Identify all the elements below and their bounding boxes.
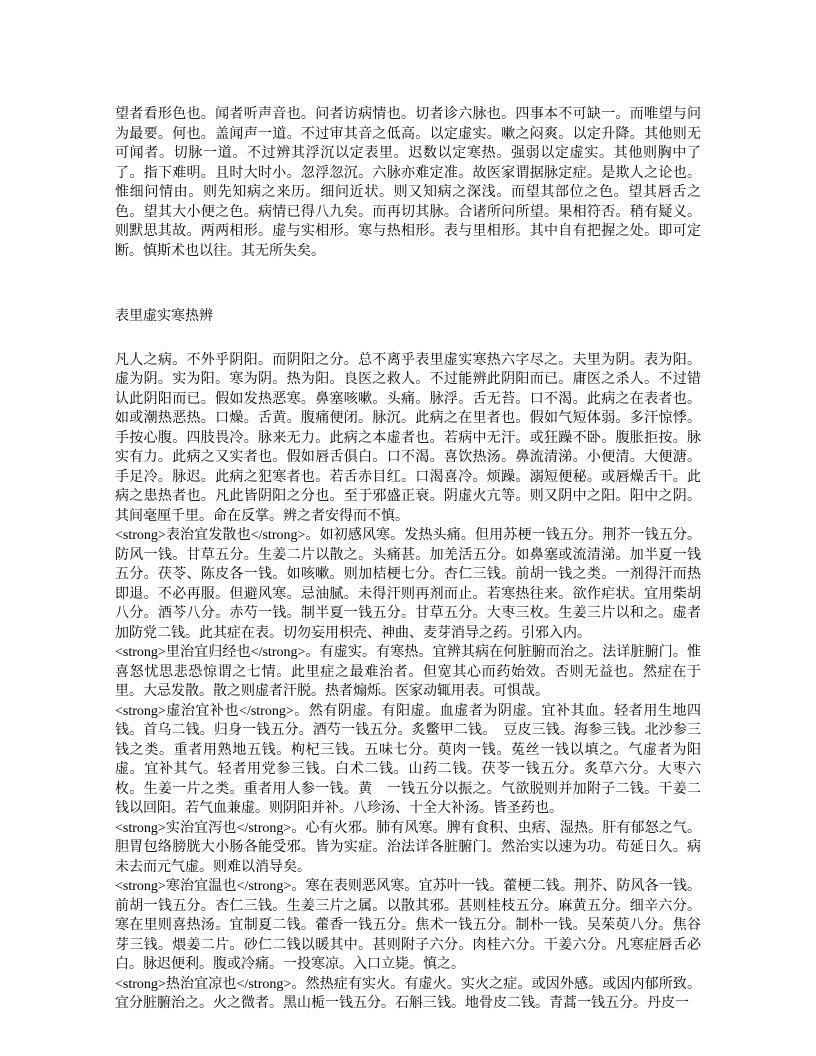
paragraph-four-diagnostics: 望者看形色也。闻者听声音也。问者访病情也。切者诊六脉也。四事本不可缺一。而唯望与问为最要。何也。盖闻声一道。不过审其音之低高。以定虚实。嗽之闷爽。以定升降。其他则无可闻者。切脉一道。不过辨其浮沉以定表里。迟数以定寒热。强弱以定虚实。其他则胸中了了。指下难明。且时大时小。忽浮忽沉。六脉亦难定准。故医家谓据脉定症。是欺人之论也。惟细问情由。则先知病之来历。细问近状。则又知病之深浅。而望其部位之色。望其唇舌之色。望其大小便之色。病情已得八九矣。而再切其脉。合诸所问所望。果相符否。稍有疑义。则默思其故。两两相形。虚与实相形。寒与热相形。表与里相形。其中自有把握之处。即可定断。慎斯术也以往。其无所失矣。: [115, 107, 701, 259]
document-content: [115, 105, 701, 1014]
paragraph-heat-treatment: <strong>热治宜凉也</strong>。然热症有实火。有虚火。实火之症。或因外感。或因内郁所致。宜分脏腑治之。火之微者。黑山栀一钱五分。石斛三钱。地骨皮二钱。青蒿一钱五分。丹皮一: [115, 976, 701, 1011]
section-heading-biao-li-xu-shi-han-re-bian: 表里虚实寒热辨: [115, 309, 213, 324]
paragraph-cold-treatment: <strong>寒治宜温也</strong>。寒在表则恶风寒。宜苏叶一钱。藿梗二钱。荆芥、防风各一钱。前胡一钱五分。杏仁三钱。生姜三片之属。以散其邪。甚则桂枝五分。麻黄五分。细辛六分。寒在里则喜热汤。宜制夏二钱。藿香一钱五分。焦术一钱五分。制朴一钱。吴茱萸八分。焦谷芽三钱。煨姜二片。砂仁二钱以暖其中。甚则附子六分。肉桂六分。干姜六分。凡寒症唇舌必白。脉迟便利。腹或冷痛。一投寒凉。入口立毙。慎之。: [115, 879, 701, 972]
paragraph-yinyang-overview: 凡人之病。不外乎阴阳。而阴阳之分。总不离乎表里虚实寒热六字尽之。夫里为阴。表为阳。虚为阴。实为阳。寒为阴。热为阳。良医之救人。不过能辨此阴阳而已。庸医之杀人。不过错认此阴阳而已。假如发热恶寒。鼻塞咳嗽。头痛。脉浮。舌无苔。口不渴。此病之在表者也。如或潮热恶热。口燥。舌黄。腹痛便闭。脉沉。此病之在里者也。假如气短体弱。多汗惊悸。手按心腹。四肢畏冷。脉来无力。此病之本虚者也。若病中无汗。或狂躁不卧。腹胀拒按。脉实有力。此病之又实者也。假如唇舌俱白。口不渴。喜饮热汤。鼻流清涕。小便清。大便溏。手足冷。脉迟。此病之犯寒者也。若舌赤目红。口渴喜冷。烦躁。溺短便秘。或唇燥舌干。此病之患热者也。凡此皆阴阳之分也。至于邪盛正衰。阴虚火亢等。则又阴中之阳。阳中之阴。其间毫厘千里。命在反掌。辨之者安得而不慎。: [115, 352, 701, 524]
paragraph-excess-treatment: <strong>实治宜泻也</strong>。心有火邪。肺有风寒。脾有食积、虫痞、湿热。肝有郁怒之气。胆胃包络膀胱大小肠各能受邪。皆为实症。治法详各脏腑门。然治实以速为功。苟延日久。病未去而元气虚。则难以消导矣。: [115, 820, 701, 875]
paragraph-exterior-treatment: <strong>表治宜发散也</strong>。如初感风寒。发热头痛。但用苏梗一钱五分。荆芥一钱五分。防风一钱。甘草五分。生姜二片以散之。头痛甚。加羌活五分。如鼻塞或流清涕。加半夏一钱五分。茯苓、陈皮各一钱。如咳嗽。则加桔梗七分。杏仁三钱。前胡一钱之类。一剂得汗而热即退。不必再服。但避风寒。忌油腻。未得汗则再剂而止。若寒热往来。欲作疟状。宜用柴胡八分。酒芩八分。赤芍一钱。制半夏一钱五分。甘草五分。大枣三枚。生姜三片以和之。虚者加防党二钱。此其症在表。切勿妄用枳壳、神曲、麦芽消导之药。引邪入内。: [115, 528, 701, 641]
paragraph-interior-treatment: <strong>里治宜归经也</strong>。有虚实。有寒热。宜辨其病在何脏腑而治之。法详脏腑门。惟喜怒忧思悲恐惊谓之七情。此里症之最难治者。但宽其心而药始效。否则无益也。然症在于里。大忌发散。散之则虚者汗脱。热者煽烁。医家动辄用表。可惧哉。: [115, 645, 701, 699]
paragraph-deficiency-treatment: <strong>虚治宜补也</strong>。然有阴虚。有阳虚。血虚者为阴虚。宜补其血。轻者用生地四钱。首乌二钱。归身一钱五分。酒芍一钱五分。炙鳖甲二钱。 豆皮三钱。海参三钱。北沙参三钱之类。重者用熟地五钱。枸杞三钱。五味七分。萸肉一钱。菟丝一钱以填之。气虚者为阳虚。宜补其气。轻者用党参三钱。白术二钱。山药二钱。茯苓一钱五分。炙草六分。大枣六枚。生姜一片之类。重者用人参一钱。黄 一钱五分以振之。气欲脱则并加附子二钱。干姜二钱以回阳。若气血兼虚。则阴阳并补。八珍汤、十全大补汤。皆圣药也。: [115, 703, 701, 816]
